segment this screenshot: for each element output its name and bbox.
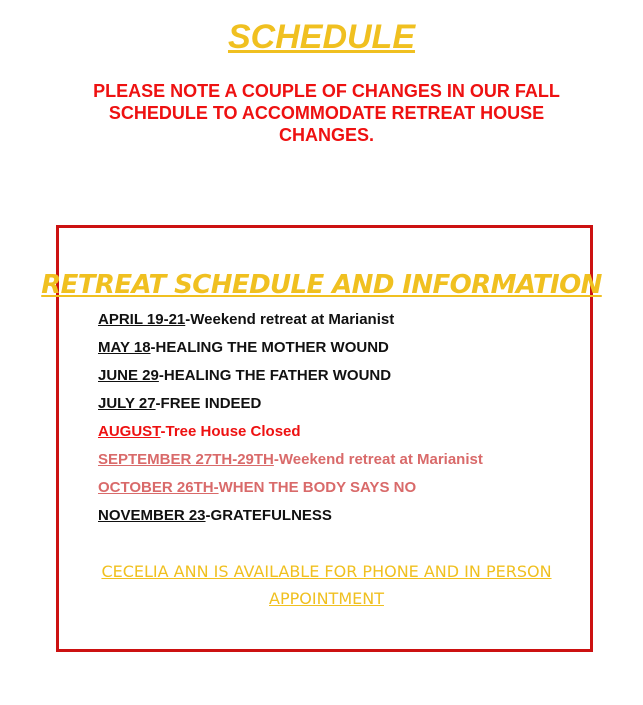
event-item-september <box>98 449 578 477</box>
event-date[interactable]: JUNE 29 <box>98 367 159 384</box>
appointment-link[interactable]: CECELIA ANN IS AVAILABLE FOR PHONE AND IN PERSON APPOINTMENT <box>101 562 552 608</box>
event-description: -Weekend retreat at Marianist <box>185 311 395 328</box>
event-item-august <box>98 421 578 449</box>
event-description: -Tree House Closed <box>160 423 301 440</box>
event-description: -GRATEFULNESS <box>205 507 332 524</box>
event-date[interactable]: AUGUST <box>98 423 161 440</box>
event-description: -Weekend retreat at Marianist <box>273 451 483 468</box>
event-item-april <box>98 309 578 337</box>
event-item-july <box>98 393 578 421</box>
event-date[interactable]: APRIL 19-21 <box>98 311 186 328</box>
event-date[interactable]: MAY 18 <box>98 339 151 356</box>
event-description: -HEALING THE MOTHER WOUND <box>150 339 389 356</box>
event-description: -HEALING THE FATHER WOUND <box>158 367 392 384</box>
event-date[interactable]: OCTOBER 26TH- <box>98 479 219 496</box>
event-item-june <box>98 365 578 393</box>
event-item-october <box>98 477 578 505</box>
event-item-november <box>98 505 578 533</box>
retreat-schedule-heading: RETREAT SCHEDULE AND INFORMATION <box>41 270 602 300</box>
event-description: -FREE INDEED <box>155 395 262 412</box>
schedule-change-notice: PLEASE NOTE A COUPLE OF CHANGES IN OUR FALL SCHEDULE TO ACCOMMODATE RETREAT HOUSE CHANGES. <box>93 81 560 145</box>
event-item-may <box>98 337 578 365</box>
event-date[interactable]: NOVEMBER 23 <box>98 507 206 524</box>
event-date[interactable]: SEPTEMBER 27TH-29TH <box>98 451 274 468</box>
event-date[interactable]: JULY 27 <box>98 395 156 412</box>
event-list <box>98 309 578 533</box>
event-description: WHEN THE BODY SAYS NO <box>218 479 417 496</box>
page-title: SCHEDULE <box>227 18 416 56</box>
